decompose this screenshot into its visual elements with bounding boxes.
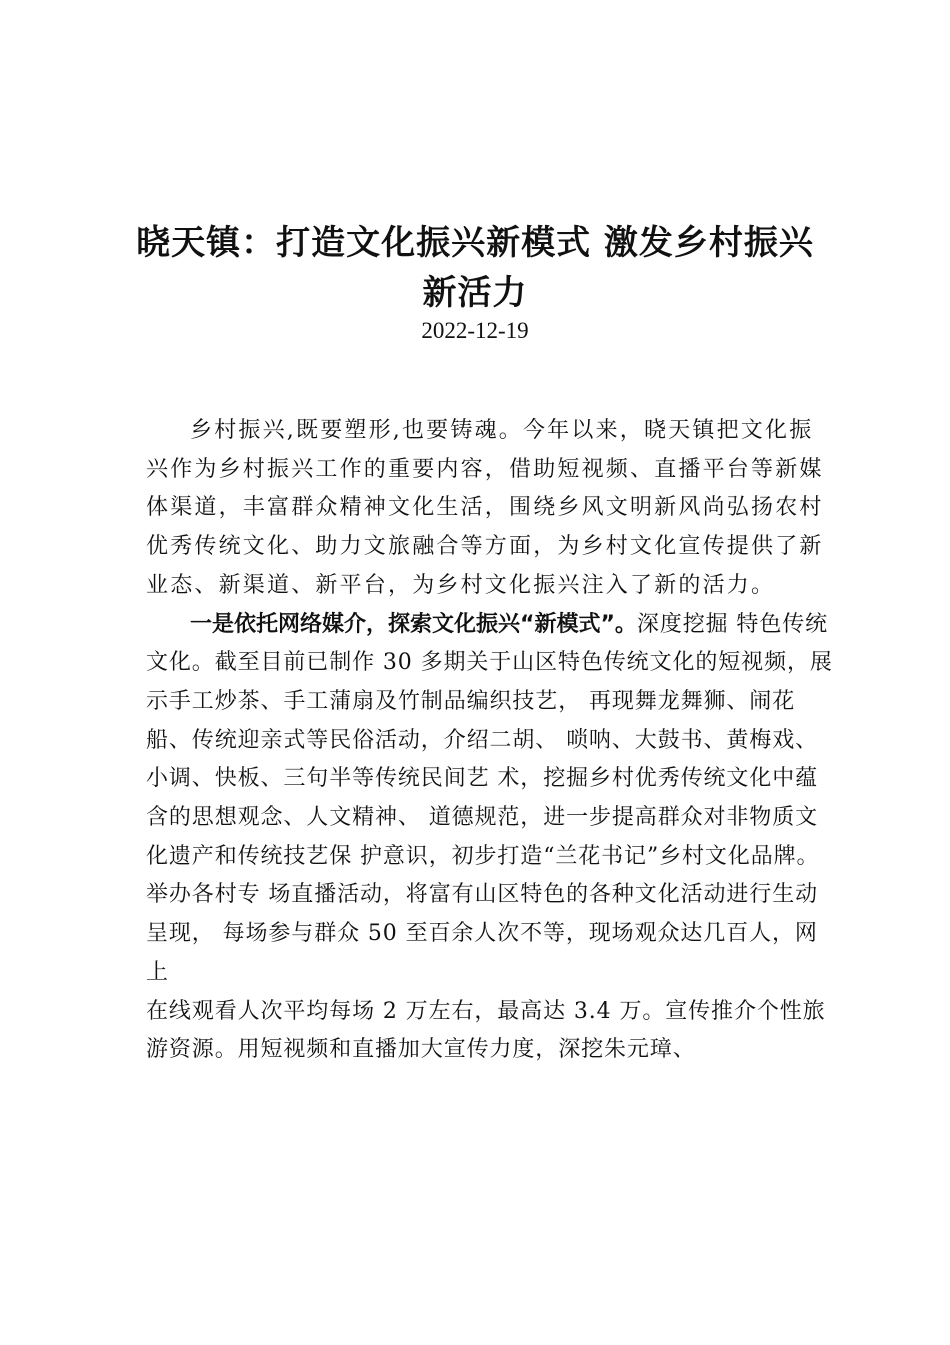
paragraph-network-media-text: 深度挖掘 特色传统文化。截至目前已制作 30 多期关于山区特色传统文化的短视频，展示手工炒茶、手工蒲扇及竹制品编织技艺， 再现舞龙舞狮、闹花船、传统迎亲式等民俗活动，介绍二胡、 唢呐、大鼓书、黄梅戏、小调、快板、三句半等传统民间艺 术，挖掘乡村优秀传统文化中蕴含的思想观念、人文精神、 道德规范，进一步提高群众对非物质文化遗产和传统技艺保 护意识，初步打造“兰花书记”乡村文化品牌。举办各村专 场直播活动，将富有山区特色的各种文化活动进行生动呈现， 每场参与群众 50 至百余人次不等，现场观众达几百人，网上 <box>146 611 833 985</box>
paragraph-continuation: 在线观看人次平均每场 2 万左右，最高达 3.4 万。宣传推介个性旅游资源。用短视频和直播加大宣传力度，深挖朱元璋、 <box>146 998 826 1063</box>
paragraph-network-media <box>146 606 836 993</box>
paragraph-intro: 乡村振兴,既要塑形,也要铸魂。今年以来，晓天镇把文化振兴作为乡村振兴工作的重要内容，借助短视频、直播平台等新媒体渠道，丰富群众精神文化生活，围绕乡风文明新风尚弘扬农村优秀传统文化、助力文旅融合等方面，为乡村文化宣传提供了新业态、新渠道、新平台，为乡村文化振兴注入了新的活力。 <box>146 418 824 598</box>
article-title: 晓天镇：打造文化振兴新模式 激发乡村振兴新活力 <box>136 223 814 313</box>
paragraph-lead-heading: 一是依托网络媒介，探索文化振兴“新模式”。 <box>190 611 637 637</box>
article-date: 2022-12-19 <box>421 318 529 343</box>
article-body <box>146 412 836 1070</box>
